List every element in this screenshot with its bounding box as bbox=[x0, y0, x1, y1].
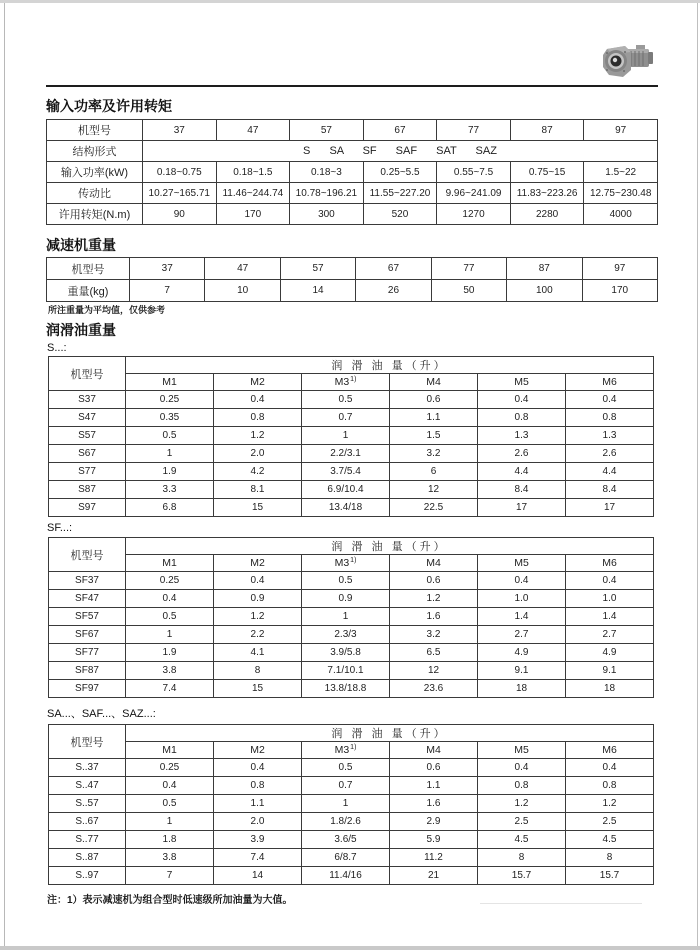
value-cell: 1.8 bbox=[126, 831, 214, 849]
value-cell: 97 bbox=[582, 258, 657, 280]
table-row bbox=[49, 662, 654, 680]
header-rule bbox=[46, 85, 658, 87]
table-row bbox=[49, 777, 654, 795]
table-row bbox=[47, 183, 658, 204]
table-row bbox=[49, 555, 654, 572]
value-cell: 8 bbox=[566, 849, 654, 867]
value-cell: 0.5 bbox=[302, 391, 390, 409]
value-cell: 1270 bbox=[437, 204, 511, 225]
value-cell: 0.6 bbox=[390, 759, 478, 777]
value-cell: 1 bbox=[302, 427, 390, 445]
model-cell: SF87 bbox=[49, 662, 126, 680]
value-cell: 13.8/18.8 bbox=[302, 680, 390, 698]
value-cell: 15 bbox=[214, 680, 302, 698]
table-row bbox=[47, 120, 658, 141]
value-cell: 8.4 bbox=[566, 481, 654, 499]
value-cell: 23.6 bbox=[390, 680, 478, 698]
value-cell: 0.5 bbox=[302, 759, 390, 777]
lube-table-block-s bbox=[46, 342, 658, 517]
value-cell: 1.9 bbox=[126, 644, 214, 662]
table-row bbox=[49, 725, 654, 742]
mount-position-header: M2 bbox=[214, 742, 302, 759]
table-row bbox=[49, 849, 654, 867]
mount-position-header: M3$^{1)}$ bbox=[302, 374, 390, 391]
value-cell: 7.4 bbox=[214, 849, 302, 867]
value-cell: 1 bbox=[126, 813, 214, 831]
value-cell: 3.7/5.4 bbox=[302, 463, 390, 481]
table-row bbox=[47, 204, 658, 225]
value-cell: 0.4 bbox=[478, 391, 566, 409]
weight-note: 所注重量为平均值，仅供参考 bbox=[48, 305, 166, 315]
value-cell: 3.3 bbox=[126, 481, 214, 499]
model-cell: S..97 bbox=[49, 867, 126, 885]
value-cell: 300 bbox=[290, 204, 364, 225]
model-cell: SF37 bbox=[49, 572, 126, 590]
mount-position-header: M1 bbox=[126, 742, 214, 759]
value-cell: 4.9 bbox=[566, 644, 654, 662]
value-cell: 11.83~223.26 bbox=[510, 183, 584, 204]
model-cell: SF47 bbox=[49, 590, 126, 608]
lube-oil-table-sa-saf-saz bbox=[48, 724, 654, 885]
value-cell: 8.1 bbox=[214, 481, 302, 499]
mount-position-header: M6 bbox=[566, 555, 654, 572]
table-row bbox=[49, 357, 654, 374]
value-cell: 170 bbox=[216, 204, 290, 225]
footnote-marker: 1) bbox=[350, 743, 357, 751]
row-label: 输入功率(kW) bbox=[47, 162, 143, 183]
value-cell: 77 bbox=[431, 258, 506, 280]
value-cell: 5.9 bbox=[390, 831, 478, 849]
table-row bbox=[49, 481, 654, 499]
page-footnote: 注：1）表示减速机为组合型时低速级所加油量为大值。 bbox=[47, 895, 293, 906]
value-cell: 4.5 bbox=[478, 831, 566, 849]
value-cell: 1.6 bbox=[390, 608, 478, 626]
value-cell: 0.4 bbox=[566, 391, 654, 409]
value-cell: 4.1 bbox=[214, 644, 302, 662]
value-cell: 2280 bbox=[510, 204, 584, 225]
table-row bbox=[49, 867, 654, 885]
table-row bbox=[49, 759, 654, 777]
value-cell: 12 bbox=[390, 662, 478, 680]
value-cell: 170 bbox=[582, 280, 657, 302]
table-row bbox=[47, 162, 658, 183]
value-cell: 1 bbox=[126, 445, 214, 463]
value-cell: 1.1 bbox=[390, 409, 478, 427]
row-label: 传动比 bbox=[47, 183, 143, 204]
value-cell: 2.0 bbox=[214, 445, 302, 463]
value-cell: 10.27~165.71 bbox=[143, 183, 217, 204]
value-cell: 1.1 bbox=[214, 795, 302, 813]
row-label: 许用转矩(N.m) bbox=[47, 204, 143, 225]
value-cell: 57 bbox=[280, 258, 355, 280]
value-cell: 15.7 bbox=[478, 867, 566, 885]
value-cell: 8.4 bbox=[478, 481, 566, 499]
value-cell: 57 bbox=[290, 120, 364, 141]
value-cell: 4.4 bbox=[566, 463, 654, 481]
value-cell: 18 bbox=[478, 680, 566, 698]
value-cell: 0.4 bbox=[214, 572, 302, 590]
section-title-lubricant: 润滑油重量 bbox=[46, 322, 116, 338]
value-cell: 2.0 bbox=[214, 813, 302, 831]
table-row bbox=[49, 742, 654, 759]
value-cell: 10.78~196.21 bbox=[290, 183, 364, 204]
value-cell: 1.5~22 bbox=[584, 162, 658, 183]
value-cell: 100 bbox=[507, 280, 582, 302]
model-cell: S..87 bbox=[49, 849, 126, 867]
value-cell: 3.2 bbox=[390, 626, 478, 644]
value-cell: 0.75~15 bbox=[510, 162, 584, 183]
mount-position-header: M4 bbox=[390, 742, 478, 759]
value-cell: 0.8 bbox=[214, 777, 302, 795]
mount-position-header: M2 bbox=[214, 374, 302, 391]
value-cell: 0.4 bbox=[566, 759, 654, 777]
value-cell: 14 bbox=[280, 280, 355, 302]
lube-series-label: SF...: bbox=[47, 522, 73, 534]
table-row bbox=[47, 141, 658, 162]
value-cell: 3.2 bbox=[390, 445, 478, 463]
value-cell: 0.5 bbox=[126, 795, 214, 813]
value-cell: 1.2 bbox=[214, 427, 302, 445]
value-cell: 0.8 bbox=[566, 409, 654, 427]
value-cell: 2.7 bbox=[478, 626, 566, 644]
lube-series-label: SA...、SAF...、SAZ...: bbox=[47, 708, 156, 720]
value-cell: 10 bbox=[205, 280, 280, 302]
value-cell: 22.5 bbox=[390, 499, 478, 517]
model-cell: SF67 bbox=[49, 626, 126, 644]
value-cell: 0.4 bbox=[478, 759, 566, 777]
mount-position-header: M4 bbox=[390, 374, 478, 391]
value-cell: 0.4 bbox=[126, 777, 214, 795]
model-cell: S..67 bbox=[49, 813, 126, 831]
lube-table-block-sf bbox=[46, 522, 658, 698]
value-cell: 1.4 bbox=[478, 608, 566, 626]
table-row bbox=[49, 409, 654, 427]
model-column-header: 机型号 bbox=[49, 538, 126, 572]
model-cell: S..37 bbox=[49, 759, 126, 777]
value-cell: 1 bbox=[302, 608, 390, 626]
value-cell: 6.5 bbox=[390, 644, 478, 662]
value-cell: 1.2 bbox=[478, 795, 566, 813]
value-cell: 0.4 bbox=[214, 391, 302, 409]
value-cell: 0.7 bbox=[302, 777, 390, 795]
value-cell: 15 bbox=[214, 499, 302, 517]
footnote-marker: 1) bbox=[350, 556, 357, 564]
value-cell: 1 bbox=[126, 626, 214, 644]
value-cell: 0.4 bbox=[566, 572, 654, 590]
value-cell: 14 bbox=[214, 867, 302, 885]
value-cell: 4.2 bbox=[214, 463, 302, 481]
value-cell: 1.3 bbox=[566, 427, 654, 445]
value-cell: 13.4/18 bbox=[302, 499, 390, 517]
value-cell: 7 bbox=[130, 280, 205, 302]
value-cell: 17 bbox=[478, 499, 566, 517]
value-cell: 11.2 bbox=[390, 849, 478, 867]
value-cell: 97 bbox=[584, 120, 658, 141]
value-cell: 0.18~3 bbox=[290, 162, 364, 183]
value-cell: 0.18~0.75 bbox=[143, 162, 217, 183]
reducer-weight-table bbox=[46, 257, 658, 302]
value-cell: 2.7 bbox=[566, 626, 654, 644]
value-cell: 4.5 bbox=[566, 831, 654, 849]
value-cell: 0.5 bbox=[302, 572, 390, 590]
model-column-header: 机型号 bbox=[49, 725, 126, 759]
model-cell: S87 bbox=[49, 481, 126, 499]
value-cell: 0.4 bbox=[126, 590, 214, 608]
model-cell: S97 bbox=[49, 499, 126, 517]
value-cell: 87 bbox=[507, 258, 582, 280]
structure-codes-cell: S SA SF SAF SAT SAZ bbox=[143, 141, 658, 162]
value-cell: 0.5 bbox=[126, 427, 214, 445]
table-row bbox=[49, 391, 654, 409]
value-cell: 2.5 bbox=[566, 813, 654, 831]
value-cell: 11.4/16 bbox=[302, 867, 390, 885]
power-torque-table bbox=[46, 119, 658, 225]
value-cell: 0.8 bbox=[478, 409, 566, 427]
value-cell: 90 bbox=[143, 204, 217, 225]
value-cell: 0.8 bbox=[566, 777, 654, 795]
value-cell: 0.5 bbox=[126, 608, 214, 626]
value-cell: 7 bbox=[126, 867, 214, 885]
mount-position-header: M1 bbox=[126, 374, 214, 391]
value-cell: 0.4 bbox=[214, 759, 302, 777]
value-cell: 8 bbox=[214, 662, 302, 680]
value-cell: 0.18~1.5 bbox=[216, 162, 290, 183]
lube-table-block-sa-saf-saz bbox=[46, 708, 658, 885]
page-edge-right bbox=[697, 3, 698, 946]
value-cell: 47 bbox=[205, 258, 280, 280]
value-cell: 0.35 bbox=[126, 409, 214, 427]
value-cell: 0.7 bbox=[302, 409, 390, 427]
table-row bbox=[49, 680, 654, 698]
table-row bbox=[47, 258, 658, 280]
value-cell: 1.3 bbox=[478, 427, 566, 445]
value-cell: 0.8 bbox=[478, 777, 566, 795]
value-cell: 2.3/3 bbox=[302, 626, 390, 644]
model-cell: S37 bbox=[49, 391, 126, 409]
value-cell: 6 bbox=[390, 463, 478, 481]
value-cell: 21 bbox=[390, 867, 478, 885]
value-cell: 4000 bbox=[584, 204, 658, 225]
oil-quantity-header: 润 滑 油 量（升） bbox=[126, 357, 654, 374]
lube-series-label: S...: bbox=[47, 342, 67, 354]
table-row bbox=[49, 572, 654, 590]
value-cell: 6/8.7 bbox=[302, 849, 390, 867]
value-cell: 0.25 bbox=[126, 391, 214, 409]
table-row bbox=[49, 499, 654, 517]
value-cell: 11.46~244.74 bbox=[216, 183, 290, 204]
value-cell: 47 bbox=[216, 120, 290, 141]
footnote-marker: 1) bbox=[350, 375, 357, 383]
mount-position-header: M1 bbox=[126, 555, 214, 572]
model-cell: S57 bbox=[49, 427, 126, 445]
model-column-header: 机型号 bbox=[49, 357, 126, 391]
table-row bbox=[49, 538, 654, 555]
lube-oil-table-sf bbox=[48, 537, 654, 698]
model-cell: S..77 bbox=[49, 831, 126, 849]
value-cell: 1.6 bbox=[390, 795, 478, 813]
page-edge-left bbox=[4, 3, 5, 946]
model-cell: SF77 bbox=[49, 644, 126, 662]
value-cell: 1.0 bbox=[478, 590, 566, 608]
value-cell: 3.8 bbox=[126, 849, 214, 867]
value-cell: 0.25 bbox=[126, 759, 214, 777]
value-cell: 1.2 bbox=[390, 590, 478, 608]
mount-position-header: M4 bbox=[390, 555, 478, 572]
value-cell: 9.1 bbox=[478, 662, 566, 680]
oil-quantity-header: 润 滑 油 量（升） bbox=[126, 725, 654, 742]
model-cell: S..47 bbox=[49, 777, 126, 795]
value-cell: 15.7 bbox=[566, 867, 654, 885]
page-edge-bottom bbox=[0, 946, 700, 950]
table-row bbox=[49, 813, 654, 831]
value-cell: 0.4 bbox=[478, 572, 566, 590]
value-cell: 3.9/5.8 bbox=[302, 644, 390, 662]
row-label: 重量(kg) bbox=[47, 280, 130, 302]
value-cell: 9.1 bbox=[566, 662, 654, 680]
mount-position-header: M3$^{1)}$ bbox=[302, 742, 390, 759]
value-cell: 77 bbox=[437, 120, 511, 141]
value-cell: 18 bbox=[566, 680, 654, 698]
row-label: 结构形式 bbox=[47, 141, 143, 162]
value-cell: 67 bbox=[356, 258, 431, 280]
value-cell: 0.6 bbox=[390, 572, 478, 590]
table-row bbox=[47, 280, 658, 302]
value-cell: 3.6/5 bbox=[302, 831, 390, 849]
section-title-weight: 减速机重量 bbox=[46, 237, 116, 253]
mount-position-header: M6 bbox=[566, 742, 654, 759]
value-cell: 37 bbox=[130, 258, 205, 280]
value-cell: 0.9 bbox=[214, 590, 302, 608]
value-cell: 26 bbox=[356, 280, 431, 302]
value-cell: 6.9/10.4 bbox=[302, 481, 390, 499]
model-cell: S77 bbox=[49, 463, 126, 481]
value-cell: 0.9 bbox=[302, 590, 390, 608]
value-cell: 2.5 bbox=[478, 813, 566, 831]
value-cell: 8 bbox=[478, 849, 566, 867]
value-cell: 1.0 bbox=[566, 590, 654, 608]
value-cell: 1 bbox=[302, 795, 390, 813]
value-cell: 2.6 bbox=[478, 445, 566, 463]
model-cell: S..57 bbox=[49, 795, 126, 813]
value-cell: 17 bbox=[566, 499, 654, 517]
model-cell: SF57 bbox=[49, 608, 126, 626]
value-cell: 50 bbox=[431, 280, 506, 302]
mount-position-header: M5 bbox=[478, 742, 566, 759]
value-cell: 1.2 bbox=[214, 608, 302, 626]
page-header bbox=[46, 0, 658, 87]
value-cell: 12 bbox=[390, 481, 478, 499]
value-cell: 0.55~7.5 bbox=[437, 162, 511, 183]
value-cell: 1.4 bbox=[566, 608, 654, 626]
table-row bbox=[49, 644, 654, 662]
value-cell: 1.5 bbox=[390, 427, 478, 445]
value-cell: 0.25~5.5 bbox=[363, 162, 437, 183]
row-label: 机型号 bbox=[47, 120, 143, 141]
value-cell: 3.9 bbox=[214, 831, 302, 849]
table-row bbox=[49, 427, 654, 445]
value-cell: 37 bbox=[143, 120, 217, 141]
value-cell: 2.9 bbox=[390, 813, 478, 831]
page-content bbox=[46, 0, 658, 907]
model-cell: S47 bbox=[49, 409, 126, 427]
value-cell: 0.6 bbox=[390, 391, 478, 409]
value-cell: 4.9 bbox=[478, 644, 566, 662]
mount-position-header: M3$^{1)}$ bbox=[302, 555, 390, 572]
oil-quantity-header: 润 滑 油 量（升） bbox=[126, 538, 654, 555]
mount-position-header: M6 bbox=[566, 374, 654, 391]
value-cell: 4.4 bbox=[478, 463, 566, 481]
value-cell: 2.2/3.1 bbox=[302, 445, 390, 463]
mount-position-header: M2 bbox=[214, 555, 302, 572]
lube-oil-table-s bbox=[48, 356, 654, 517]
table-row bbox=[49, 463, 654, 481]
table-row bbox=[49, 590, 654, 608]
model-cell: SF97 bbox=[49, 680, 126, 698]
value-cell: 1.1 bbox=[390, 777, 478, 795]
value-cell: 2.2 bbox=[214, 626, 302, 644]
table-row bbox=[49, 374, 654, 391]
table-row bbox=[49, 831, 654, 849]
value-cell: 3.8 bbox=[126, 662, 214, 680]
value-cell: 1.2 bbox=[566, 795, 654, 813]
value-cell: 67 bbox=[363, 120, 437, 141]
row-label: 机型号 bbox=[47, 258, 130, 280]
table-row bbox=[49, 445, 654, 463]
table-row bbox=[49, 626, 654, 644]
table-row bbox=[49, 795, 654, 813]
section-title-power-torque: 输入功率及许用转矩 bbox=[46, 98, 172, 114]
value-cell: 1.9 bbox=[126, 463, 214, 481]
value-cell: 7.1/10.1 bbox=[302, 662, 390, 680]
mount-position-header: M5 bbox=[478, 374, 566, 391]
value-cell: 0.25 bbox=[126, 572, 214, 590]
value-cell: 2.6 bbox=[566, 445, 654, 463]
value-cell: 520 bbox=[363, 204, 437, 225]
gearmotor-photo-icon bbox=[600, 40, 658, 85]
value-cell: 1.8/2.6 bbox=[302, 813, 390, 831]
model-cell: S67 bbox=[49, 445, 126, 463]
value-cell: 7.4 bbox=[126, 680, 214, 698]
value-cell: 0.8 bbox=[214, 409, 302, 427]
value-cell: 12.75~230.48 bbox=[584, 183, 658, 204]
table-row bbox=[49, 608, 654, 626]
value-cell: 87 bbox=[510, 120, 584, 141]
value-cell: 9.96~241.09 bbox=[437, 183, 511, 204]
value-cell: 6.8 bbox=[126, 499, 214, 517]
mount-position-header: M5 bbox=[478, 555, 566, 572]
value-cell: 11.55~227.20 bbox=[363, 183, 437, 204]
